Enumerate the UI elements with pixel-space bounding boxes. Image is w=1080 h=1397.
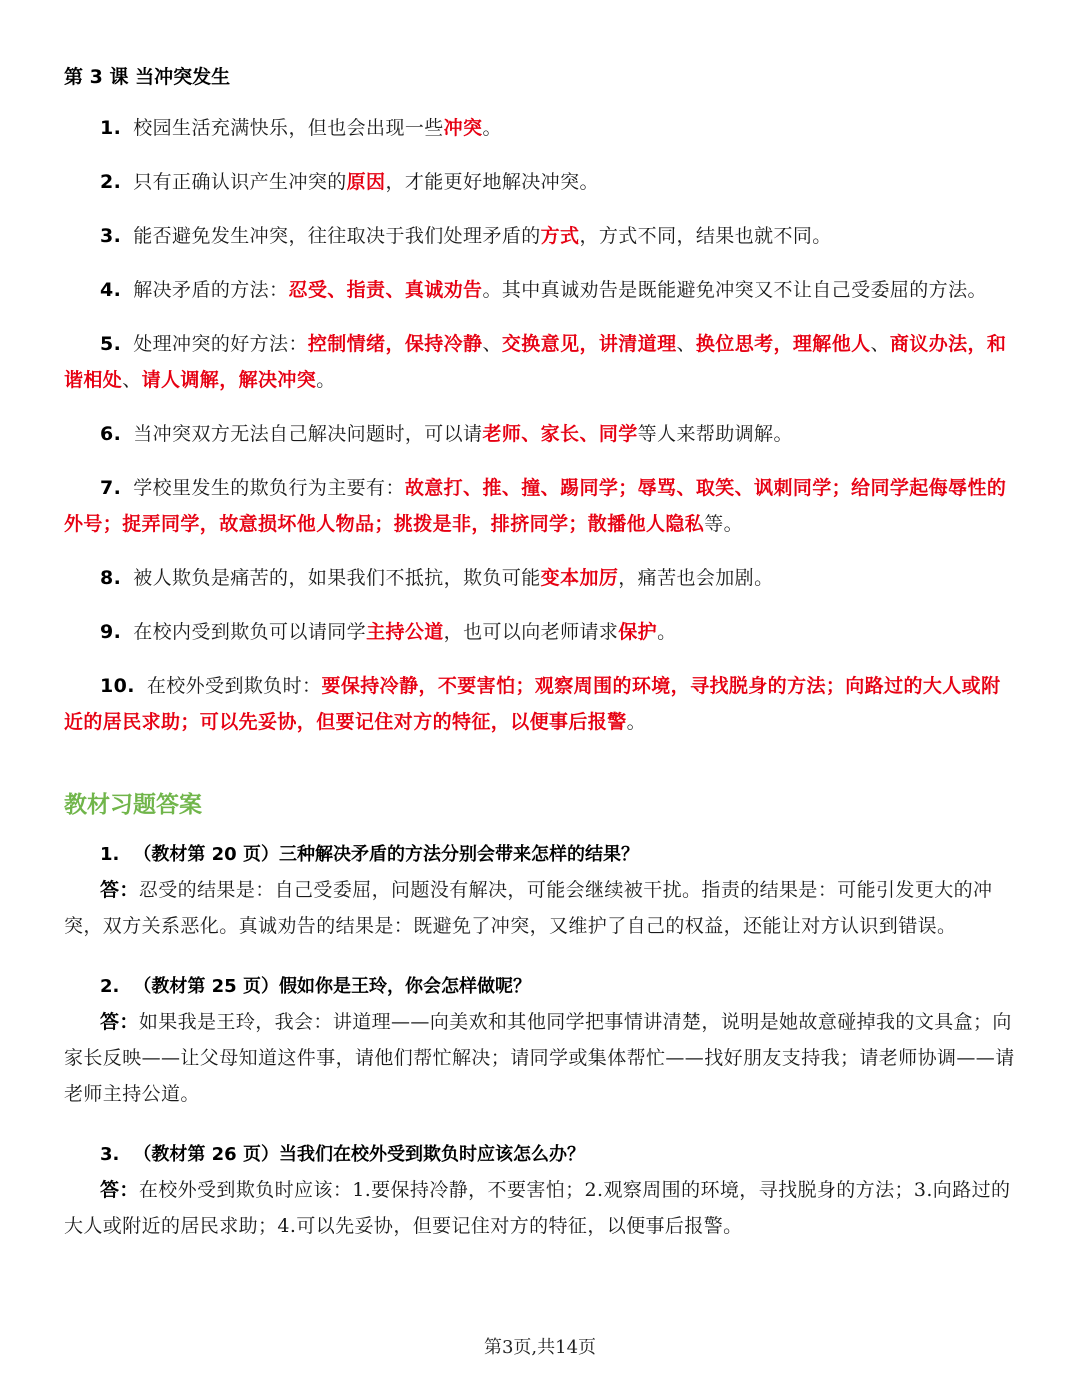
highlighted-term: 交换意见，讲清道理 — [501, 333, 677, 355]
point-text: 。 — [482, 117, 502, 139]
highlighted-term: 忍受、指责、真诚劝告 — [288, 279, 483, 301]
answer-text: 如果我是王玲，我会：讲道理——向美欢和其他同学把事情讲清楚，说明是她故意碰掉我的文具盒；向家长反映——让父母知道这件事，请他们帮忙解决；请同学或集体帮忙——找好朋友支持我；请老师协调——请老师主持公道。 — [64, 1011, 1015, 1105]
point-text: 、 — [870, 333, 890, 355]
question-number: 3. — [100, 1144, 120, 1165]
point-text: 学校里发生的欺负行为主要有： — [133, 477, 405, 499]
qa-item — [64, 970, 1016, 1112]
point-text: 只有正确认识产生冲突的 — [133, 171, 347, 193]
point-text: 被人欺负是痛苦的，如果我们不抵抗，欺负可能 — [133, 567, 541, 589]
question-text: （教材第 20 页）三种解决矛盾的方法分别会带来怎样的结果？ — [133, 844, 639, 865]
answer-label: 答： — [100, 879, 139, 901]
answer — [64, 1004, 1016, 1112]
point-text: 在校内受到欺负可以请同学 — [133, 621, 367, 643]
point-text: 等人来帮助调解。 — [637, 423, 793, 445]
lesson-title: 第 3 课 当冲突发生 — [64, 66, 231, 88]
highlighted-term: 故意打、推、撞、踢同学；辱骂、取笑、讽刺同学；给同学起侮辱性的外号；捉弄同学，故意损坏他人物品；挑拨是非，排挤同学；散播他人隐私 — [64, 477, 1007, 535]
key-point-number: 6. — [100, 423, 122, 445]
answers-section-heading: 教材习题答案 — [64, 792, 202, 818]
answer-label: 答： — [100, 1011, 139, 1033]
point-text: 等。 — [704, 513, 744, 535]
point-text: ，方式不同，结果也就不同。 — [579, 225, 832, 247]
highlighted-term: 换位思考，理解他人 — [695, 333, 871, 355]
qa-item — [64, 1138, 1016, 1244]
point-text: 解决矛盾的方法： — [133, 279, 289, 301]
key-point-number: 7. — [100, 477, 122, 499]
point-text: 能否避免发生冲突，往往取决于我们处理矛盾的 — [133, 225, 541, 247]
answer — [64, 1172, 1016, 1244]
highlighted-term: 主持公道 — [366, 621, 444, 643]
highlighted-term: 保护 — [618, 621, 658, 643]
point-text: 校园生活充满快乐，但也会出现一些 — [133, 117, 444, 139]
highlighted-term: 老师、家长、同学 — [482, 423, 638, 445]
highlighted-term: 请人调解，解决冲突 — [141, 369, 317, 391]
question-text: （教材第 25 页）假如你是王玲，你会怎样做呢？ — [133, 976, 531, 997]
key-point — [64, 110, 1016, 146]
key-point-number: 4. — [100, 279, 122, 301]
answer-text: 忍受的结果是：自己受委屈，问题没有解决，可能会继续被干扰。指责的结果是：可能引发更大的冲突，双方关系恶化。真诚劝告的结果是：既避免了冲突，又维护了自己的权益，还能让对方认识到错误。 — [64, 879, 993, 937]
question-text: （教材第 26 页）当我们在校外受到欺负时应该怎么办？ — [133, 1144, 585, 1165]
point-text: 。其中真诚劝告是既能避免冲突又不让自己受委屈的方法。 — [482, 279, 987, 301]
key-point — [64, 560, 1016, 596]
key-point-number: 2. — [100, 171, 122, 193]
point-text: 在校外受到欺负时： — [146, 675, 322, 697]
answers-list — [64, 838, 1016, 1270]
point-text: 处理冲突的好方法： — [133, 333, 308, 355]
point-text: ，才能更好地解决冲突。 — [385, 171, 599, 193]
highlighted-term: 商议办法，和谐相处 — [64, 333, 1007, 391]
question-number: 1. — [100, 844, 120, 865]
question — [64, 838, 1016, 872]
point-text: 当冲突双方无法自己解决问题时，可以请 — [133, 423, 483, 445]
point-text: ，痛苦也会加剧。 — [618, 567, 774, 589]
page-footer: 第3页,共14页 — [483, 1337, 597, 1358]
question — [64, 1138, 1016, 1172]
key-point — [64, 614, 1016, 650]
point-text: 。 — [316, 369, 336, 391]
key-point-number: 1. — [100, 117, 122, 139]
highlighted-term: 控制情绪，保持冷静 — [307, 333, 483, 355]
point-text: 。 — [657, 621, 677, 643]
key-point — [64, 470, 1016, 542]
key-point-number: 10. — [100, 675, 135, 697]
key-points-list — [64, 110, 1016, 758]
answer — [64, 872, 1016, 944]
highlighted-term: 变本加厉 — [540, 567, 619, 589]
point-text: 、 — [482, 333, 502, 355]
point-text: ，也可以向老师请求 — [443, 621, 619, 643]
key-point — [64, 668, 1016, 740]
key-point — [64, 164, 1016, 200]
qa-item — [64, 838, 1016, 944]
answer-text: 在校外受到欺负时应该：1.要保持冷静，不要害怕；2.观察周围的环境，寻找脱身的方法；3.向路过的大人或附近的居民求助；4.可以先妥协，但要记住对方的特征，以便事后报警。 — [64, 1179, 1011, 1237]
point-text: 。 — [626, 711, 647, 733]
highlighted-term: 冲突 — [443, 117, 483, 139]
question-number: 2. — [100, 976, 120, 997]
key-point-number: 5. — [100, 333, 122, 355]
highlighted-term: 方式 — [540, 225, 580, 247]
point-text: 、 — [122, 369, 142, 391]
highlighted-term: 要保持冷静，不要害怕；观察周围的环境，寻找脱身的方法；向路过的大人或附近的居民求助；可以先妥协，但要记住对方的特征，以便事后报警 — [64, 675, 1001, 733]
key-point-number: 8. — [100, 567, 122, 589]
key-point-number: 3. — [100, 225, 122, 247]
key-point — [64, 416, 1016, 452]
key-point — [64, 272, 1016, 308]
answer-label: 答： — [100, 1179, 139, 1201]
key-point — [64, 218, 1016, 254]
key-point — [64, 326, 1016, 398]
key-point-number: 9. — [100, 621, 122, 643]
point-text: 、 — [676, 333, 696, 355]
question — [64, 970, 1016, 1004]
highlighted-term: 原因 — [346, 171, 386, 193]
